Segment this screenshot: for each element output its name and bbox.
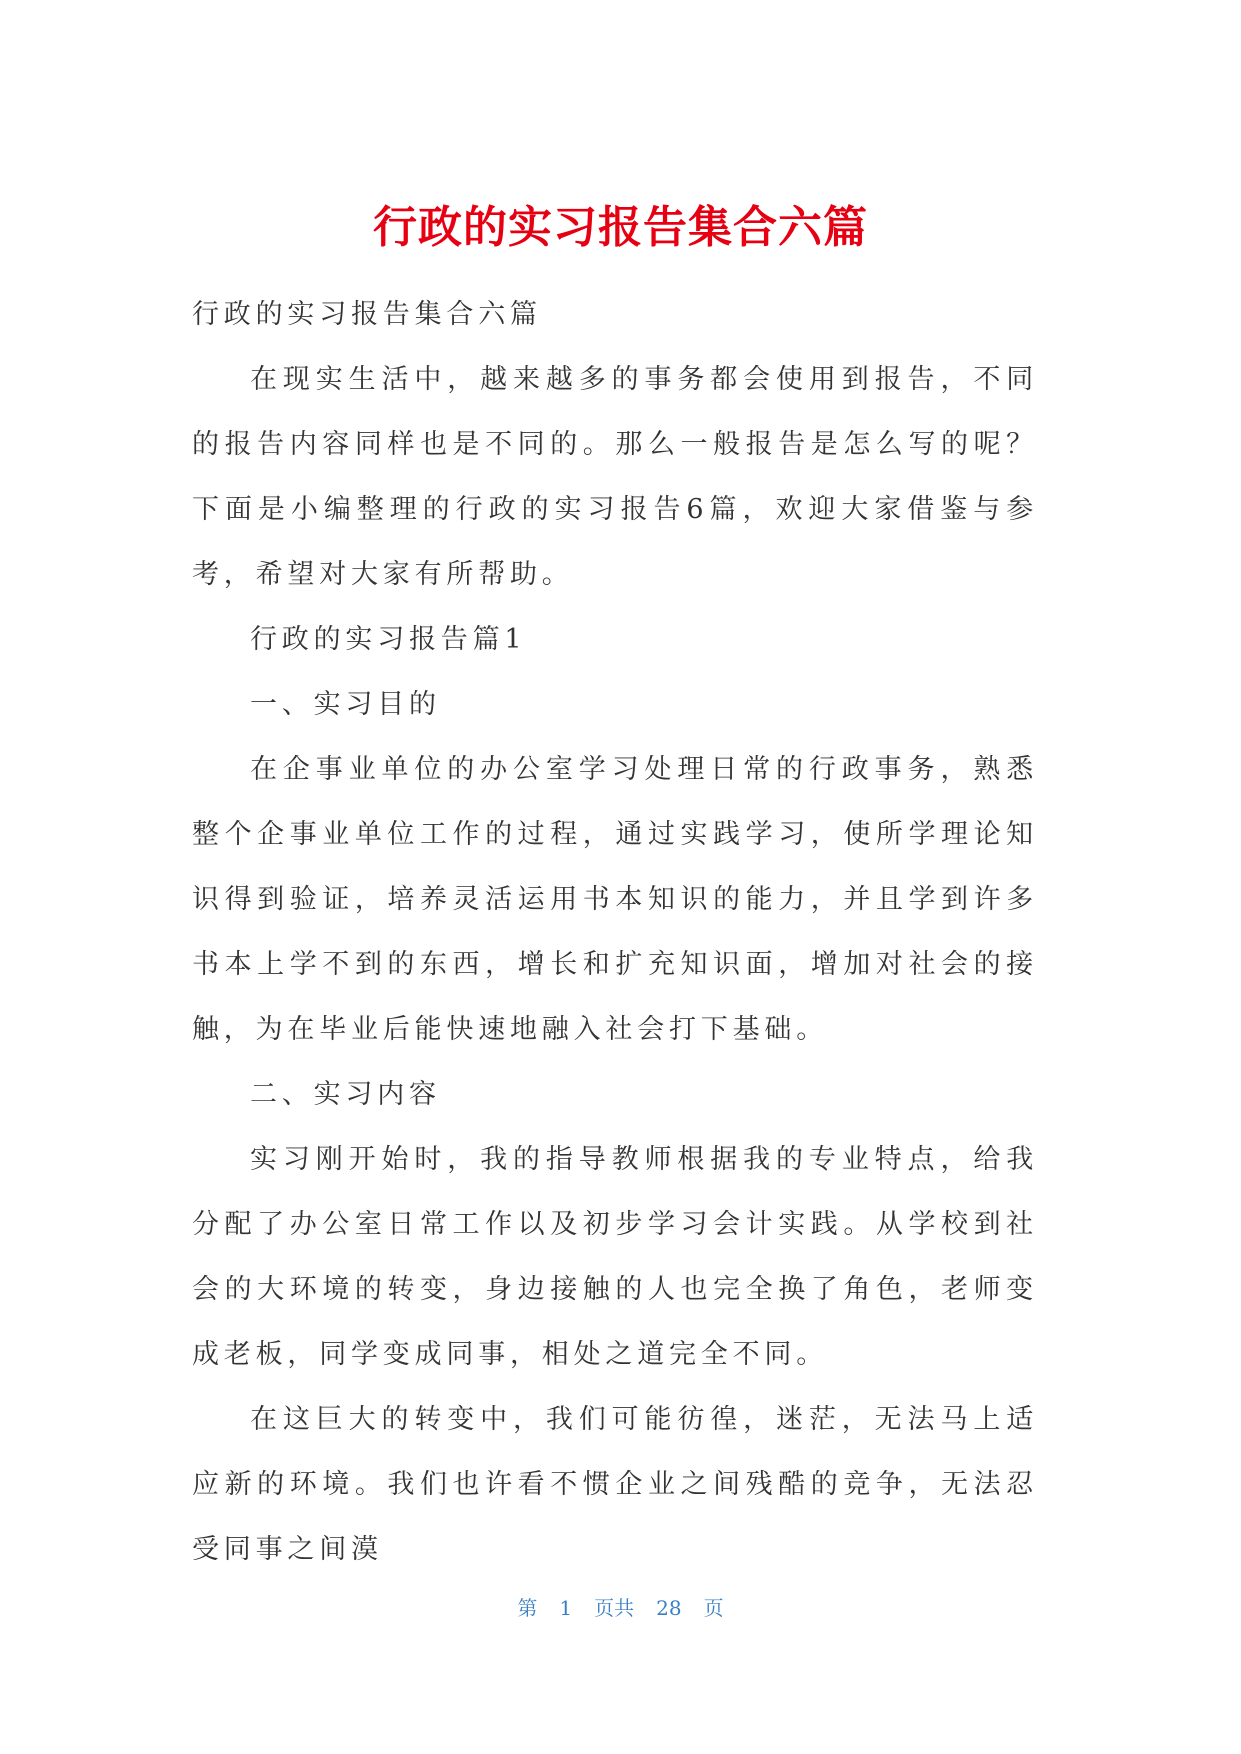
section-heading-report-1: 行政的实习报告篇1	[250, 624, 527, 655]
document-body	[192, 282, 1038, 1582]
paragraph-content-2: 在这巨大的转变中，我们可能彷徨，迷茫，无法马上适应新的环境。我们也许看不惯企业之间残酷的竞争，无法忍受同事之间漠	[192, 1404, 1038, 1565]
footer-current-page: 1	[559, 1596, 573, 1620]
page-title: 行政的实习报告集合六篇	[373, 202, 868, 253]
paragraph-content-1: 实习刚开始时，我的指导教师根据我的专业特点，给我分配了办公室日常工作以及初步学习会计实践。从学校到社会的大环境的转变，身边接触的人也完全换了角色，老师变成老板，同学变成同事，相处之道完全不同。	[192, 1144, 1038, 1370]
paragraph-intro: 在现实生活中，越来越多的事务都会使用到报告，不同的报告内容同样也是不同的。那么一般报告是怎么写的呢？下面是小编整理的行政的实习报告6篇，欢迎大家借鉴与参考，希望对大家有所帮助。	[192, 364, 1038, 590]
page-footer	[0, 1593, 1241, 1623]
footer-suffix: 页	[703, 1596, 724, 1620]
section-heading-content: 二、实习内容	[250, 1079, 441, 1110]
paragraph-purpose: 在企事业单位的办公室学习处理日常的行政事务，熟悉整个企事业单位工作的过程，通过实践学习，使所学理论知识得到验证，培养灵活运用书本知识的能力，并且学到许多书本上学不到的东西，增长和扩充知识面，增加对社会的接触，为在毕业后能快速地融入社会打下基础。	[192, 754, 1038, 1045]
paragraph-subtitle: 行政的实习报告集合六篇	[192, 299, 542, 330]
footer-middle: 页共	[594, 1596, 635, 1620]
section-heading-purpose: 一、实习目的	[250, 689, 441, 720]
footer-prefix: 第	[517, 1596, 538, 1620]
footer-total-pages: 28	[656, 1596, 682, 1620]
